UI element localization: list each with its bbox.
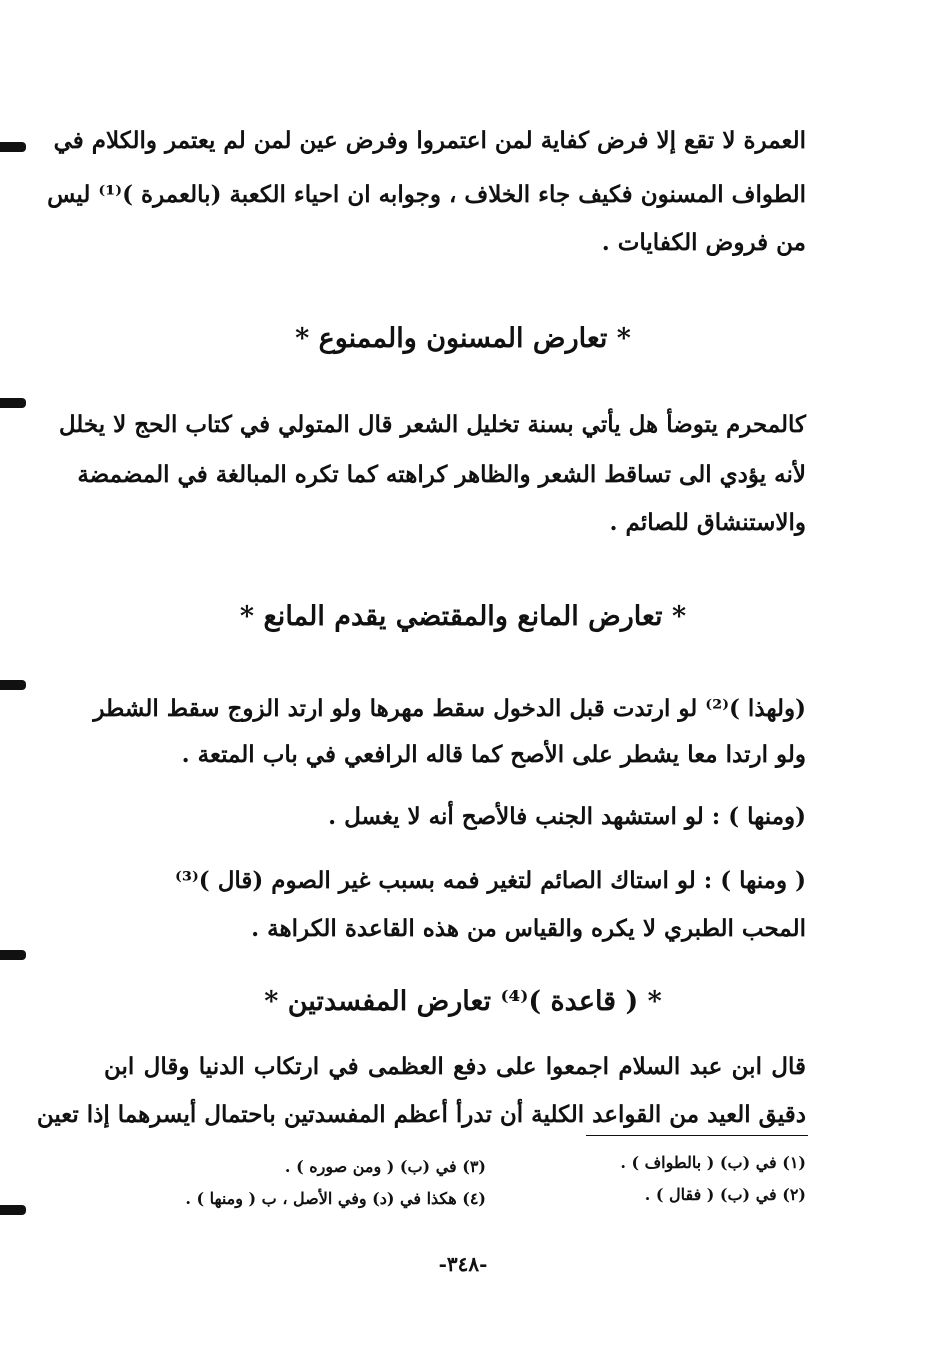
section-heading: * تعارض المسنون والممنوع * (295, 323, 631, 354)
footnote-1: (١) في (ب) ( بالطواف ) . (620, 1153, 806, 1172)
footnote-4: (٤) هكذا في (د) وفي الأصل ، ب ( ومنها ) . (185, 1189, 486, 1208)
text-line: المحب الطبري لا يكره والقياس من هذه القاعدة الكراهة . (251, 915, 806, 942)
footnote-separator (586, 1135, 808, 1136)
text-line: لأنه يؤدي الى تساقط الشعر والظاهر كراهته كما تكره المبالغة في المضمضة (77, 461, 806, 488)
text-line: الطواف المسنون فكيف جاء الخلاف ، وجوابه ان احياء الكعبة (بالعمرة )⁽¹⁾ ليس (47, 181, 806, 208)
text-line: والاستنشاق للصائم . (609, 509, 806, 536)
text-line: كالمحرم يتوضأ هل يأتي بسنة تخليل الشعر قال المتولي في كتاب الحج لا يخلل (58, 411, 806, 438)
footnote-2: (٢) في (ب) ( فقال ) . (644, 1185, 806, 1204)
page-number: -٣٤٨- (438, 1252, 488, 1276)
text-line: من فروض الكفايات . (601, 229, 806, 256)
margin-mark (0, 398, 26, 408)
text-line: (ولهذا )⁽²⁾ لو ارتدت قبل الدخول سقط مهرها ولو ارتد الزوج سقط الشطر (93, 695, 806, 722)
text-line: قال ابن عبد السلام اجمعوا على دفع العظمى في ارتكاب الدنيا وقال ابن (104, 1053, 806, 1080)
margin-mark (0, 680, 26, 690)
margin-mark (0, 950, 26, 960)
footnote-3: (٣) في (ب) ( ومن صوره ) . (284, 1157, 486, 1176)
text-line: دقيق العيد من القواعد الكلية أن تدرأ أعظم المفسدتين باحتمال أيسرهما إذا تعين (36, 1101, 806, 1128)
section-heading: * تعارض المانع والمقتضي يقدم المانع * (239, 601, 687, 632)
text-line: (ومنها ) : لو استشهد الجنب فالأصح أنه لا يغسل . (328, 803, 806, 830)
text-line: ولو ارتدا معا يشطر على الأصح كما قاله الرافعي في باب المتعة . (181, 741, 806, 768)
margin-mark (0, 142, 26, 152)
text-line: العمرة لا تقع إلا فرض كفاية لمن اعتمروا وفرض عين لمن لم يعتمر والكلام في (53, 127, 806, 154)
margin-mark (0, 1205, 26, 1215)
section-heading: * ( قاعدة )⁽⁴⁾ تعارض المفسدتين * (264, 986, 662, 1017)
text-line: ( ومنها ) : لو استاك الصائم لتغير فمه بسبب غير الصوم (قال )⁽³⁾ (175, 867, 806, 894)
